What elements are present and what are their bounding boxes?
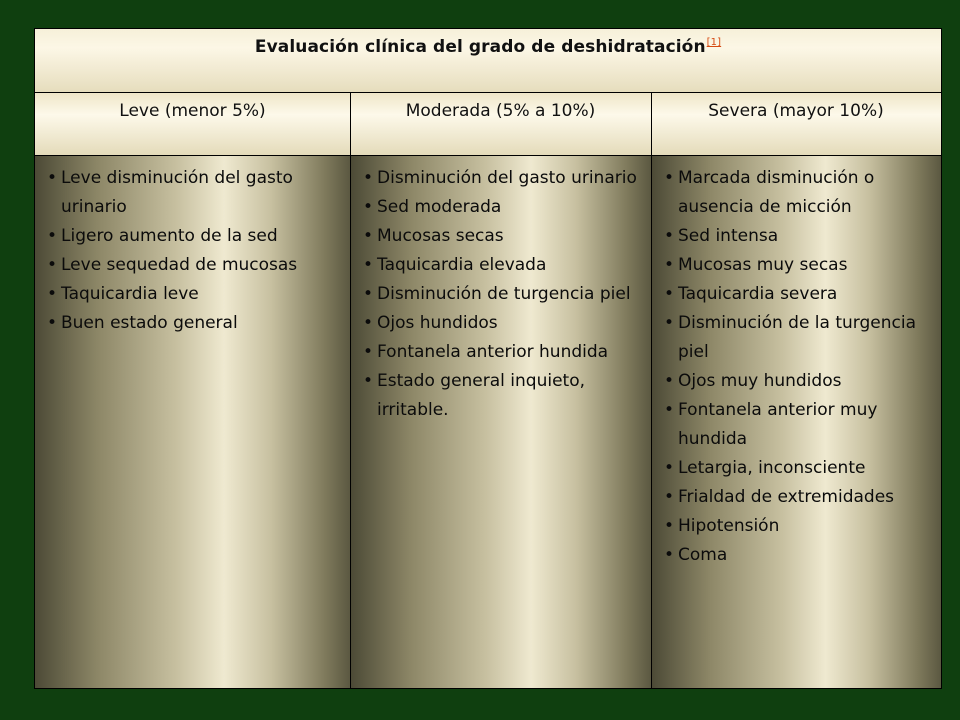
list-item: • Coma [661, 541, 941, 570]
list-item: • Disminución de la turgencia piel [661, 309, 941, 367]
list-item: • Sed moderada [360, 193, 651, 222]
list-item: • Leve disminución del gasto urinario [44, 164, 350, 222]
table-title-label: Evaluación clínica del grado de deshidratación [254, 37, 706, 57]
list-item: • Mucosas muy secas [661, 251, 941, 280]
list-item: • Sed intensa [661, 222, 941, 251]
dehydration-table [34, 28, 942, 689]
moderate-symptoms-list [351, 164, 651, 425]
list-item: • Disminución del gasto urinario [360, 164, 651, 193]
list-item: • Marcada disminución o ausencia de micción [661, 164, 941, 222]
list-item: • Frialdad de extremidades [661, 483, 941, 512]
mild-symptoms-cell [35, 156, 350, 688]
moderate-symptoms-cell [351, 156, 651, 688]
column-header-severe: Severa (mayor 10%) [708, 101, 884, 121]
list-item: • Taquicardia severa [661, 280, 941, 309]
list-item: • Disminución de turgencia piel [360, 280, 651, 309]
list-item: • Fontanela anterior hundida [360, 338, 651, 367]
list-item: • Taquicardia elevada [360, 251, 651, 280]
severe-symptoms-cell [652, 156, 941, 688]
column-header-moderate: Moderada (5% a 10%) [405, 101, 596, 121]
table-title-row [35, 29, 941, 93]
reference-link[interactable]: [1] [706, 37, 722, 49]
column-header-mild: Leve (menor 5%) [119, 101, 266, 121]
list-item: • Ligero aumento de la sed [44, 222, 350, 251]
list-item: • Fontanela anterior muy hundida [661, 396, 941, 454]
list-item: • Leve sequedad de mucosas [44, 251, 350, 280]
list-item: • Letargia, inconsciente [661, 454, 941, 483]
list-item: • Ojos hundidos [360, 309, 651, 338]
list-item: • Ojos muy hundidos [661, 367, 941, 396]
list-item: • Hipotensión [661, 512, 941, 541]
list-item: • Estado general inquieto, irritable. [360, 367, 651, 425]
column-header-row [35, 93, 941, 156]
table-title [35, 37, 941, 57]
list-item: • Mucosas secas [360, 222, 651, 251]
list-item: • Buen estado general [44, 309, 350, 338]
list-item: • Taquicardia leve [44, 280, 350, 309]
mild-symptoms-list [35, 164, 350, 338]
severe-symptoms-list [652, 164, 941, 570]
